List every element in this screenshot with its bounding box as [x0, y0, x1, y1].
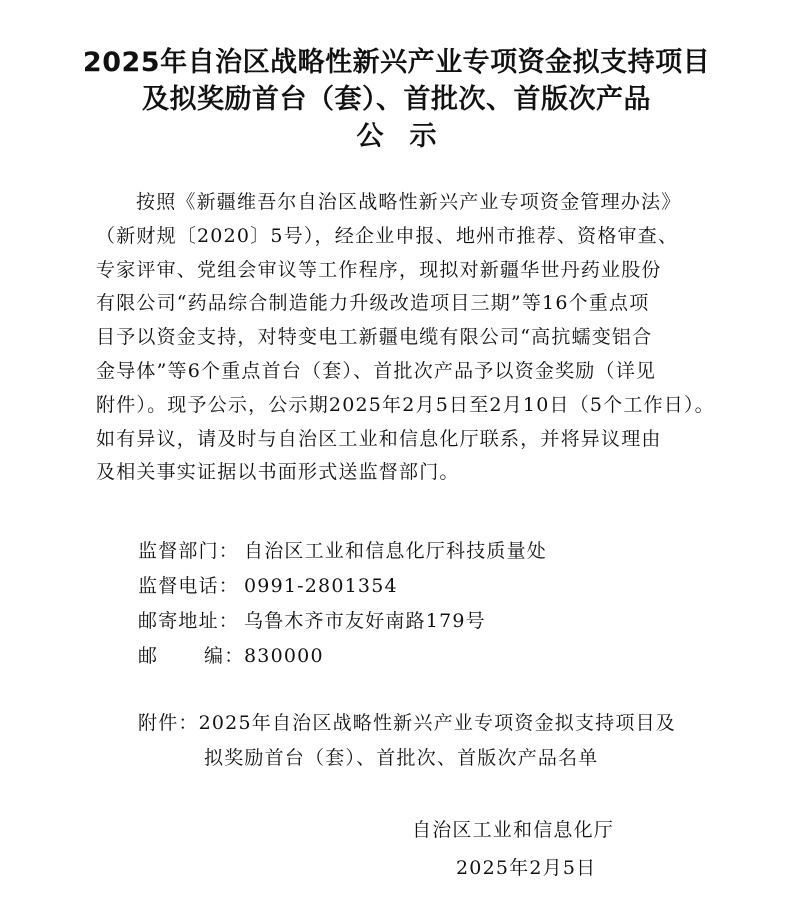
- body-line: 有限公司“药品综合制造能力升级改造项目三期”等16个重点项: [96, 292, 650, 315]
- attachment-line-1: [138, 706, 676, 741]
- postcode-label-part-2: 编：: [204, 645, 245, 667]
- issue-date: 2025年2月5日: [456, 857, 597, 879]
- contact-phone-row: [138, 569, 547, 604]
- signature-block: [412, 811, 614, 887]
- contact-postcode-row: [138, 639, 547, 674]
- attachment-text-2: 拟奖励首台（套）、首批次、首版次产品名单: [204, 747, 599, 769]
- document-title: [0, 44, 793, 155]
- title-line-2: 及拟奖励首台（套）、首批次、首版次产品: [142, 84, 651, 115]
- dept-label: 监督部门：: [138, 540, 240, 562]
- attachment-note: [138, 706, 676, 776]
- attachment-text-1: 2025年自治区战略性新兴产业专项资金拟支持项目及: [198, 712, 676, 734]
- contact-dept-row: [138, 534, 547, 569]
- body-line: 及相关事实证据以书面形式送监督部门。: [96, 461, 460, 484]
- title-line-1: 2025年自治区战略性新兴产业专项资金拟支持项目: [82, 47, 711, 78]
- body-line: 附件）。现予公示，公示期2025年2月5日至2月10日（5个工作日）。: [96, 393, 715, 416]
- title-line-3: 公示: [356, 121, 463, 152]
- dept-value: 自治区工业和信息化厅科技质量处: [244, 540, 548, 562]
- address-value: 乌鲁木齐市友好南路179号: [244, 610, 486, 632]
- body-paragraph: [96, 186, 716, 490]
- body-line: 金导体”等6个重点首台（套）、首批次产品予以资金奖励（详见: [96, 359, 657, 382]
- body-line: （新财规〔2020〕5号），经企业申报、地州市推荐、资格审查、: [96, 224, 679, 247]
- address-label: 邮寄地址：: [138, 610, 240, 632]
- issuing-organization: 自治区工业和信息化厅: [412, 819, 615, 841]
- postcode-value: 830000: [244, 645, 324, 667]
- postcode-label-part-1: 邮: [138, 645, 159, 667]
- attachment-label: 附件：: [138, 712, 199, 734]
- body-line: 按照《新疆维吾尔自治区战略性新兴产业专项资金管理办法》: [136, 191, 682, 213]
- postcode-label: [138, 639, 244, 674]
- phone-value: 0991-2801354: [244, 575, 398, 597]
- phone-label: 监督电话：: [138, 575, 240, 597]
- body-line: 专家评审、党组会审议等工作程序，现拟对新疆华世丹药业股份: [96, 258, 662, 281]
- body-line: 目予以资金支持，对特变电工新疆电缆有限公司“高抗蠕变铝合: [96, 326, 653, 349]
- contact-address-row: [138, 604, 547, 639]
- body-line: 如有异议，请及时与自治区工业和信息化厅联系，并将异议理由: [96, 427, 662, 450]
- contact-info: [138, 534, 547, 674]
